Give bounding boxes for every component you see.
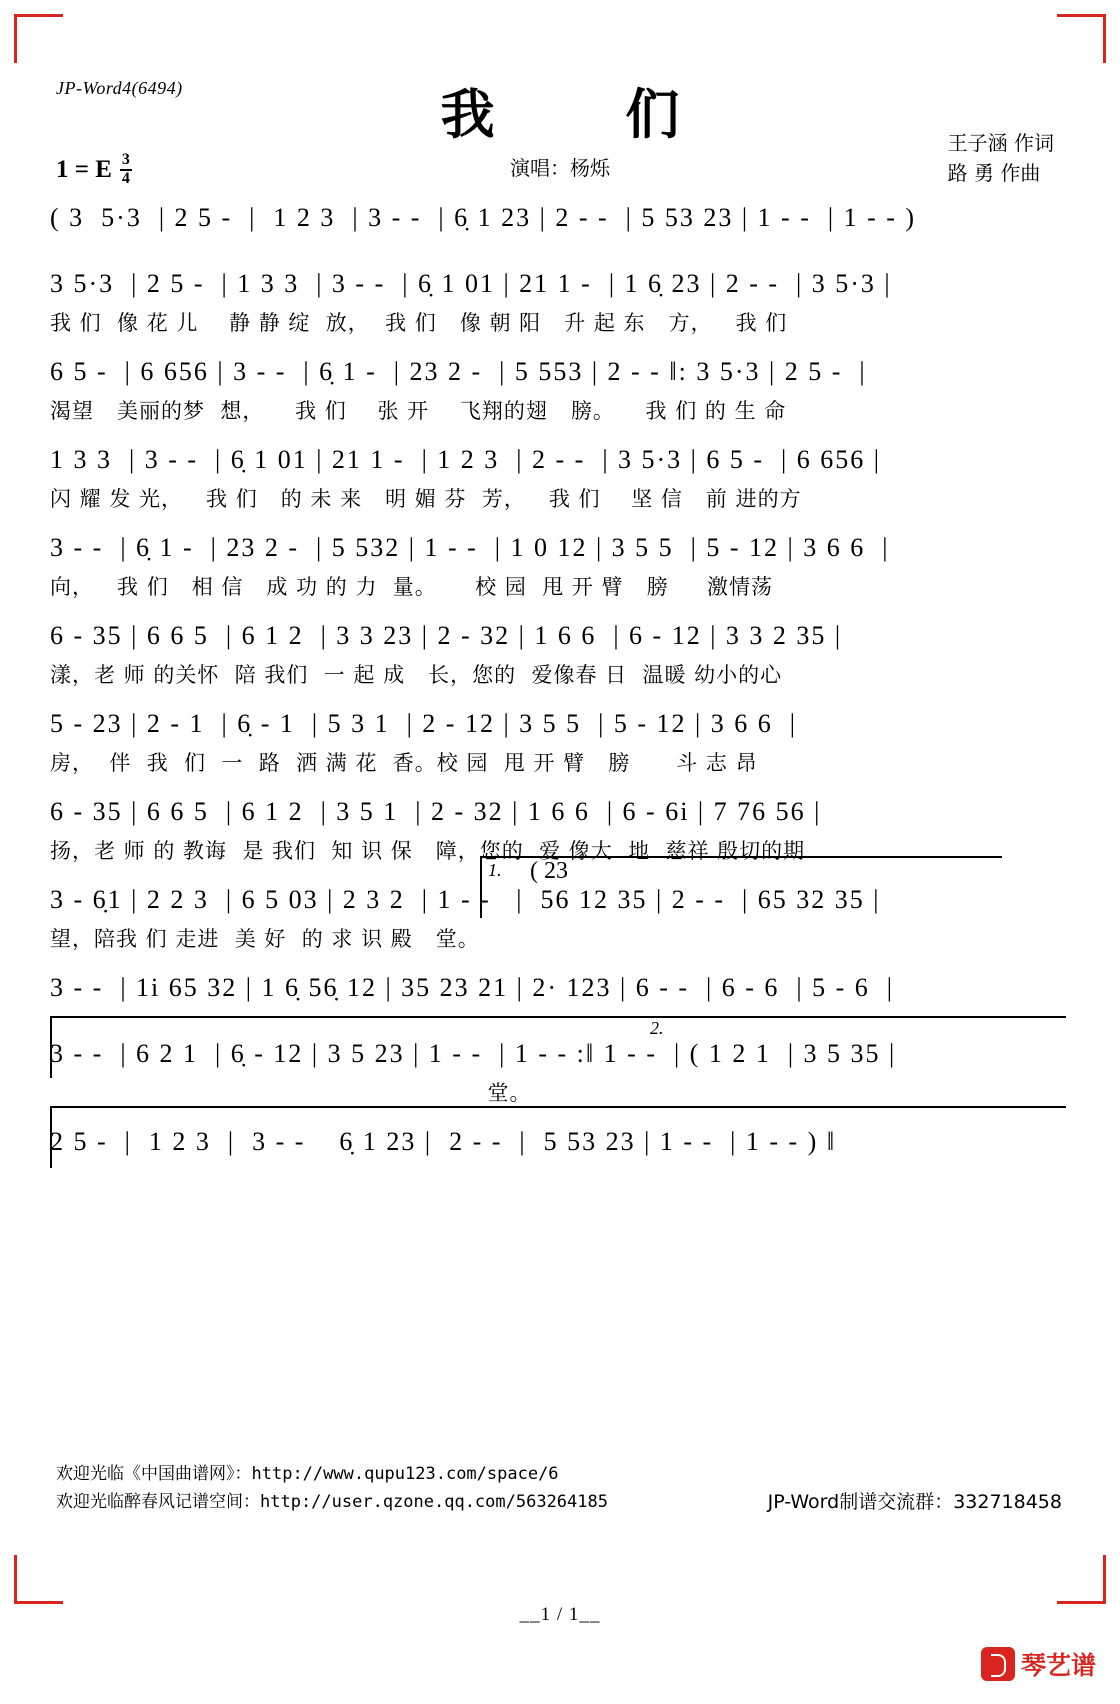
corner-mark-top-right: [1057, 14, 1106, 63]
time-signature-numerator: 3: [120, 152, 132, 171]
note-line: 5 - 23 | 2 - 1 | 6̣ - 1 | 5 3 1 | 2 - 12 | 3 5 5 | 5 - 12 | 3 6 6 |: [50, 709, 797, 738]
note-line: 1 3 3 | 3 - - | 6̣ 1 01 | 21 1 - | 1 2 3 | 2 - - | 3 5·3 | 6 5 - | 6 656 |: [50, 445, 881, 474]
score-system: [50, 614, 1070, 692]
page-title: 我 们: [440, 83, 736, 146]
time-signature: [120, 152, 132, 188]
page-number: __1 / 1__: [519, 1604, 601, 1625]
score-system: [50, 262, 1070, 340]
lyric-line: 房， 伴 我 们 一 路 洒 满 花 香。校 园 甩 开 臂 膀 斗 志 昂: [50, 751, 758, 775]
note-line: 2 5 - | 1 2 3 | 3 - - 6̣ 1 23 | 2 - - | 5 53 23 | 1 - - | 1 - - ) ‖: [50, 1127, 837, 1156]
brand-text: 琴艺谱: [1020, 1651, 1096, 1680]
corner-mark-bottom-left: [14, 1555, 63, 1604]
lyric-line: 渴望 美丽的梦 想， 我 们 张 开 飞翔的翅 膀。 我 们 的 生 命: [50, 399, 787, 423]
note-line: 3 - - | 1i 65 32 | 1 6̣ 56̣ 12 | 35 23 21 | 2· 123 | 6 - - | 6 - 6 | 5 - 6 |: [50, 973, 894, 1002]
corner-mark-top-left: [14, 14, 63, 63]
score-system-final: [50, 1120, 1070, 1176]
note-line: 3 - - | 6 2 1 | 6̣ - 12 | 3 5 23 | 1 - - | 1 - - :‖ 1 - - | ( 1 2 1 | 3 5 35 |: [50, 1039, 897, 1068]
footer-line-2: 欢迎光临醉春风记谱空间：http://user.qzone.qq.com/563264185: [56, 1492, 608, 1512]
score-system: [50, 526, 1070, 604]
lyric-line: [50, 240, 1070, 252]
note-line: ( 3 5·3 | 2 5 - | 1 2 3 | 3 - - | 6̣ 1 23 | 2 - - | 5 53 23 | 1 - - | 1 - - ): [50, 203, 917, 232]
singer-label: 演唱：杨烁: [510, 156, 610, 180]
note-line: 6 5 - | 6 656 | 3 - - | 6̣ 1 - | 23 2 - | 5 553 | 2 - - ‖: 3 5·3 | 2 5 - |: [50, 357, 867, 386]
lyricist-label: 王子涵 作词: [947, 131, 1054, 155]
score-system-with-first-ending: [50, 858, 1070, 956]
lyric-line: 漾，老 师 的关怀 陪 我们 一 起 成 长，您的 爱像春 日 温暖 幼小的心: [50, 663, 783, 687]
time-signature-denominator: 4: [121, 169, 130, 187]
second-ending-bracket: [50, 1016, 1066, 1078]
first-ending-label: 1.: [488, 860, 502, 880]
note-line: 6 - 35 | 6 6 5 | 6 1 2 | 3 5 1 | 2 - 32 | 1 6 6 | 6 - 6i | 7 76 56 |: [50, 797, 822, 826]
note-line: 3 - - | 6̣ 1 - | 23 2 - | 5 532 | 1 - - | 1 0 12 | 3 5 5 | 5 - 12 | 3 6 6 |: [50, 533, 890, 562]
score-system: [50, 350, 1070, 428]
key-signature: [56, 152, 132, 188]
lyric-line: 闪 耀 发 光， 我 们 的 未 来 明 媚 芬 芳， 我 们 坚 信 前 进的方: [50, 487, 802, 511]
lyric-line: 我 们 像 花 儿 静 静 绽 放， 我 们 像 朝 阳 升 起 东 方， 我 们: [50, 311, 788, 335]
lyric-line: 扬，老 师 的 教诲 是 我们 知 识 保 障，您的 爱 像大 地 慈祥 殷切的期: [50, 839, 806, 863]
final-bracket: [50, 1106, 1066, 1168]
lyric-line: 望，陪我 们 走进 美 好 的 求 识 殿 堂。: [50, 927, 480, 951]
footer-line-1: 欢迎光临《中国曲谱网》：http://www.qupu123.com/space/6: [56, 1464, 559, 1484]
score-system: [50, 196, 1070, 252]
score-system: [50, 438, 1070, 516]
lyric-line: 堂。: [50, 1081, 532, 1105]
composer-label: 路 勇 作曲: [947, 161, 1041, 185]
score-system: [50, 966, 1070, 1022]
key-signature-text: 1 = E: [56, 155, 112, 183]
note-line: 3 5·3 | 2 5 - | 1 3 3 | 3 - - | 6̣ 1 01 | 21 1 - | 1 6̣ 23 | 2 - - | 3 5·3 |: [50, 269, 892, 298]
watermark-id: JP-Word4(6494): [56, 78, 183, 98]
note-line: 6 - 35 | 6 6 5 | 6 1 2 | 3 3 23 | 2 - 32 | 1 6 6 | 6 - 12 | 3 3 2 35 |: [50, 621, 843, 650]
second-ending-label: 2.: [650, 1018, 664, 1038]
lyric-line: 向， 我 们 相 信 成 功 的 力 量。 校 园 甩 开 臂 膀 激情荡: [50, 575, 773, 599]
footer-qq-group: JP-Word制谱交流群：332718458: [767, 1491, 1062, 1513]
qinyipu-icon: [981, 1647, 1015, 1681]
footer-links: [56, 1460, 608, 1516]
score-system: [50, 702, 1070, 780]
note-line: 3 - 6̣1 | 2 2 3 | 6 5 03 | 2 3 2 | 1 - - | 56 12 35 | 2 - - | 65 32 35 |: [50, 885, 881, 914]
score-system-with-second-ending: [50, 1018, 1070, 1110]
brand-logo: [981, 1646, 1096, 1682]
music-score: [50, 196, 1070, 1186]
credits: [948, 128, 1054, 188]
corner-mark-bottom-right: [1057, 1555, 1106, 1604]
first-ending-extra: ( 23: [530, 858, 568, 884]
